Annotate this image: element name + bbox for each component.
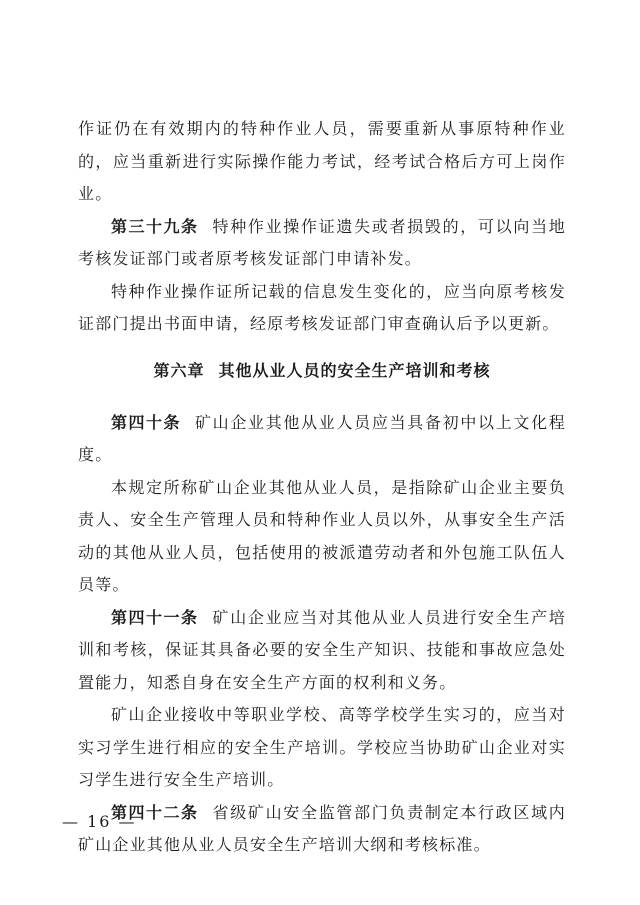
paragraph-article-40 xyxy=(78,407,566,472)
paragraph-text: 矿山企业接收中等职业学校、高等学校学生实习的，应当对实习学生进行相应的安全生产培训。学校应当协助矿山企业对实习学生进行安全生产培训。 xyxy=(78,705,566,789)
paragraph-text: 特种作业操作证遗失或者损毁的，可以向当地考核发证部门或者原考核发证部门申请补发。 xyxy=(78,216,566,268)
paragraph-continuation xyxy=(78,113,566,211)
paragraph-text: 省级矿山安全监管部门负责制定本行政区域内矿山企业其他从业人员安全生产培训大纲和考核标准。 xyxy=(78,802,566,854)
article-number: 第四十条 xyxy=(111,412,181,432)
chapter-title: 其他从业人员的安全生产培训和考核 xyxy=(218,360,491,380)
paragraph-text: 特种作业操作证所记载的信息发生变化的，应当向原考核发证部门提出书面申请，经原考核发证部门审查确认后予以更新。 xyxy=(78,281,566,333)
paragraph-article-41-clause-2 xyxy=(78,699,566,797)
paragraph-article-39-clause-2 xyxy=(78,276,566,341)
paragraph-text: 作证仍在有效期内的特种作业人员，需要重新从事原特种作业的，应当重新进行实际操作能力考试，经考试合格后方可上岗作业。 xyxy=(78,119,566,203)
paragraph-article-42 xyxy=(78,797,566,862)
paragraph-article-41 xyxy=(78,602,566,700)
document-body xyxy=(78,113,566,862)
paragraph-text: 本规定所称矿山企业其他从业人员，是指除矿山企业主要负责人、安全生产管理人员和特种作业人员以外，从事安全生产活动的其他从业人员，包括使用的被派遣劳动者和外包施工队伍人员等。 xyxy=(78,477,566,594)
paragraph-text: 矿山企业应当对其他从业人员进行安全生产培训和考核，保证其具备必要的安全生产知识、技能和事故应急处置能力，知悉自身在安全生产方面的权利和义务。 xyxy=(78,607,566,692)
article-number: 第四十一条 xyxy=(111,607,199,627)
article-number: 第四十二条 xyxy=(111,802,199,822)
chapter-number: 第六章 xyxy=(153,360,205,380)
chapter-heading xyxy=(78,355,566,387)
paragraph-text: 矿山企业其他从业人员应当具备初中以上文化程度。 xyxy=(78,412,566,464)
article-number: 第三十九条 xyxy=(111,216,199,236)
paragraph-article-39 xyxy=(78,211,566,276)
page-number: — 16 — xyxy=(62,812,137,831)
paragraph-article-40-clause-2 xyxy=(78,472,566,602)
